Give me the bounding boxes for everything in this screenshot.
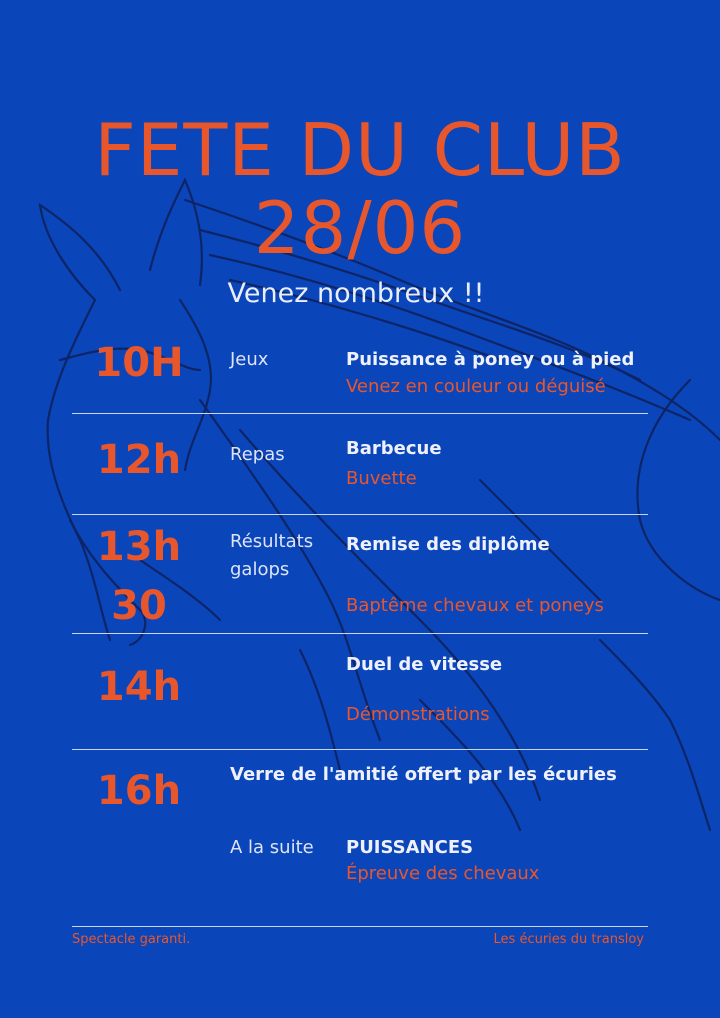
footer-right: Les écuries du transloy bbox=[493, 932, 644, 947]
category-repas: Repas bbox=[230, 444, 285, 465]
note-bapteme: Baptême chevaux et poneys bbox=[346, 595, 604, 616]
hour-16h: 16h bbox=[96, 768, 182, 814]
note-couleur: Venez en couleur ou déguisé bbox=[346, 376, 606, 397]
category-jeux: Jeux bbox=[230, 349, 269, 370]
hour-12h: 12h bbox=[96, 437, 182, 483]
activity-verre: Verre de l'amitié offert par les écuries bbox=[230, 764, 617, 785]
activity-duel: Duel de vitesse bbox=[346, 654, 503, 675]
subtitle: Venez nombreux !! bbox=[227, 278, 485, 309]
divider bbox=[72, 413, 648, 414]
category-suite: A la suite bbox=[230, 837, 314, 858]
category-galops: galops bbox=[230, 559, 290, 580]
divider bbox=[72, 514, 648, 515]
divider bbox=[72, 926, 648, 927]
divider bbox=[72, 633, 648, 634]
footer-left: Spectacle garanti. bbox=[72, 932, 191, 947]
divider bbox=[72, 749, 648, 750]
note-epreuve: Épreuve des chevaux bbox=[346, 863, 540, 884]
activity-puissances: PUISSANCES bbox=[346, 837, 474, 858]
event-date: 28/06 bbox=[253, 186, 467, 270]
activity-diplome: Remise des diplôme bbox=[346, 534, 550, 555]
hour-13h: 13h bbox=[96, 524, 182, 570]
hour-10h: 10H bbox=[94, 340, 184, 386]
note-buvette: Buvette bbox=[346, 468, 417, 489]
category-resultats: Résultats bbox=[230, 531, 314, 552]
activity-puissance: Puissance à poney ou à pied bbox=[346, 349, 635, 370]
hour-30: 30 bbox=[111, 583, 167, 629]
hour-14h: 14h bbox=[96, 664, 182, 710]
note-demonstrations: Démonstrations bbox=[346, 704, 490, 725]
event-title: FETE DU CLUB bbox=[94, 108, 626, 192]
activity-barbecue: Barbecue bbox=[346, 438, 442, 459]
